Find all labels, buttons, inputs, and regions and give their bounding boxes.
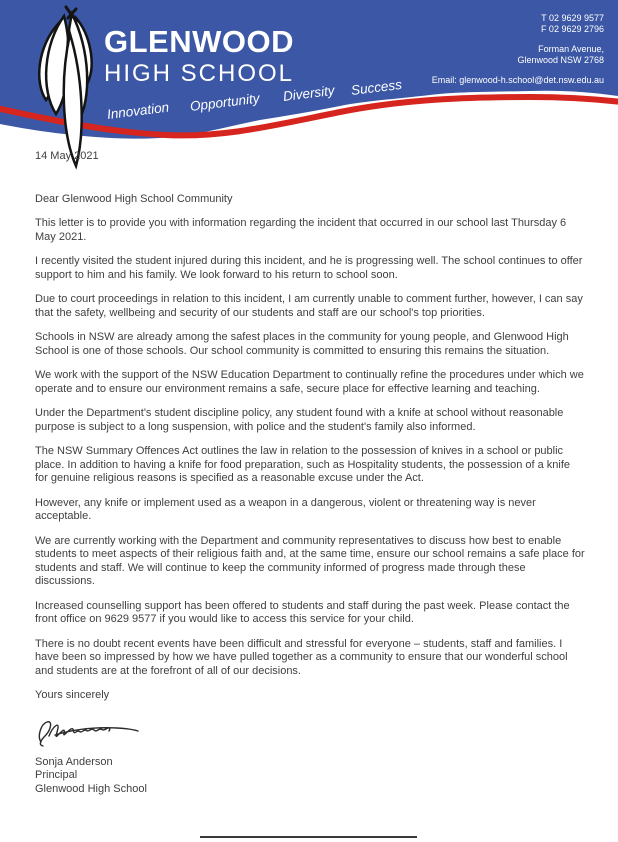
- school-logo-gumleaves-icon: [22, 4, 114, 172]
- motto-word-diversity: Diversity: [282, 82, 336, 104]
- letter-salutation: Dear Glenwood High School Community: [35, 192, 233, 205]
- letter-paragraph: Under the Department's student discipline policy, any student found with a knife at school without reasonable purpose is subject to a long suspension, with police and the student's family also informed.: [35, 407, 564, 433]
- letter-paragraph: This letter is to provide you with information regarding the incident that occurred in our school last Thursday 6 May 2021.: [35, 217, 567, 243]
- letter-date: 14 May 2021: [35, 150, 99, 162]
- letter-paragraph: The NSW Summary Offences Act outlines the law in relation to the possession of knives in a school or public place. In addition to having a knife for food preparation, such as Hospitality students, the possession of a knife for genuine religious reasons is specified as a reasonable excuse under the Act.: [35, 445, 571, 484]
- signer-name: Sonja Anderson: [35, 755, 113, 768]
- letter-paragraph: Increased counselling support has been offered to students and staff during the past week. Please contact the front office on 9629 9577 if you would like to access this service for your child.: [35, 599, 570, 625]
- letter-paragraph: We work with the support of the NSW Education Department to continually refine the procedures under which we operate and to ensure our environment remains a safe, secure place for effective learning and teaching.: [35, 369, 584, 395]
- page-footer-rule: [200, 836, 417, 838]
- contact-block: [432, 13, 604, 86]
- signature-block: [35, 756, 585, 797]
- letter-paragraph: There is no doubt recent events have been difficult and stressful for everyone – students, staff and families. I have been so impressed by how we have pulled together as a community to ensure that our wonderful school and students are at the forefront of all of our decisions.: [35, 637, 568, 677]
- contact-address-line1: Forman Avenue,: [538, 44, 604, 54]
- letter-body: [35, 150, 585, 796]
- letter-paragraph: Due to court proceedings in relation to this incident, I am currently unable to comment further, however, I can say that the safety, wellbeing and security of our students and staff are our school's top priorities.: [35, 293, 583, 319]
- contact-address-line2: Glenwood NSW 2768: [517, 55, 604, 65]
- motto-word-opportunity: Opportunity: [189, 90, 261, 114]
- letter-paragraph: I recently visited the student injured during this incident, and he is progressing well. The school continues to offer support to him and his family. We look forward to his return to school soon.: [35, 255, 583, 281]
- signature-image: [35, 714, 585, 756]
- school-name-line2: HIGH SCHOOL: [104, 60, 295, 87]
- letter-paragraph: Schools in NSW are already among the safest places in the community for young people, and Glenwood High School is one of those schools. Our school community is committed to ensuring this remains the situation.: [35, 331, 569, 357]
- signer-title: Principal: [35, 769, 78, 781]
- signer-organisation: Glenwood High School: [35, 782, 147, 795]
- motto-word-success: Success: [350, 76, 403, 98]
- motto-word-innovation: Innovation: [106, 99, 170, 122]
- contact-email: Email: glenwood-h.school@det.nsw.edu.au: [431, 75, 604, 85]
- letter-paragraph: We are currently working with the Department and community representatives to discuss how best to enable students to meet aspects of their religious faith and, at the same time, ensure our school remains a safe place for students and staff. We will continue to keep the community informed of progress made through these discussions.: [35, 534, 585, 587]
- contact-phone: T 02 9629 9577: [541, 13, 604, 23]
- letter-paragraph: However, any knife or implement used as a weapon in a dangerous, violent or threatening way is never acceptable.: [35, 496, 536, 522]
- letter-closing: Yours sincerely: [35, 689, 110, 701]
- school-name-line1: GLENWOOD: [104, 24, 294, 59]
- school-name: [104, 26, 294, 86]
- contact-fax: F 02 9629 2796: [540, 24, 604, 34]
